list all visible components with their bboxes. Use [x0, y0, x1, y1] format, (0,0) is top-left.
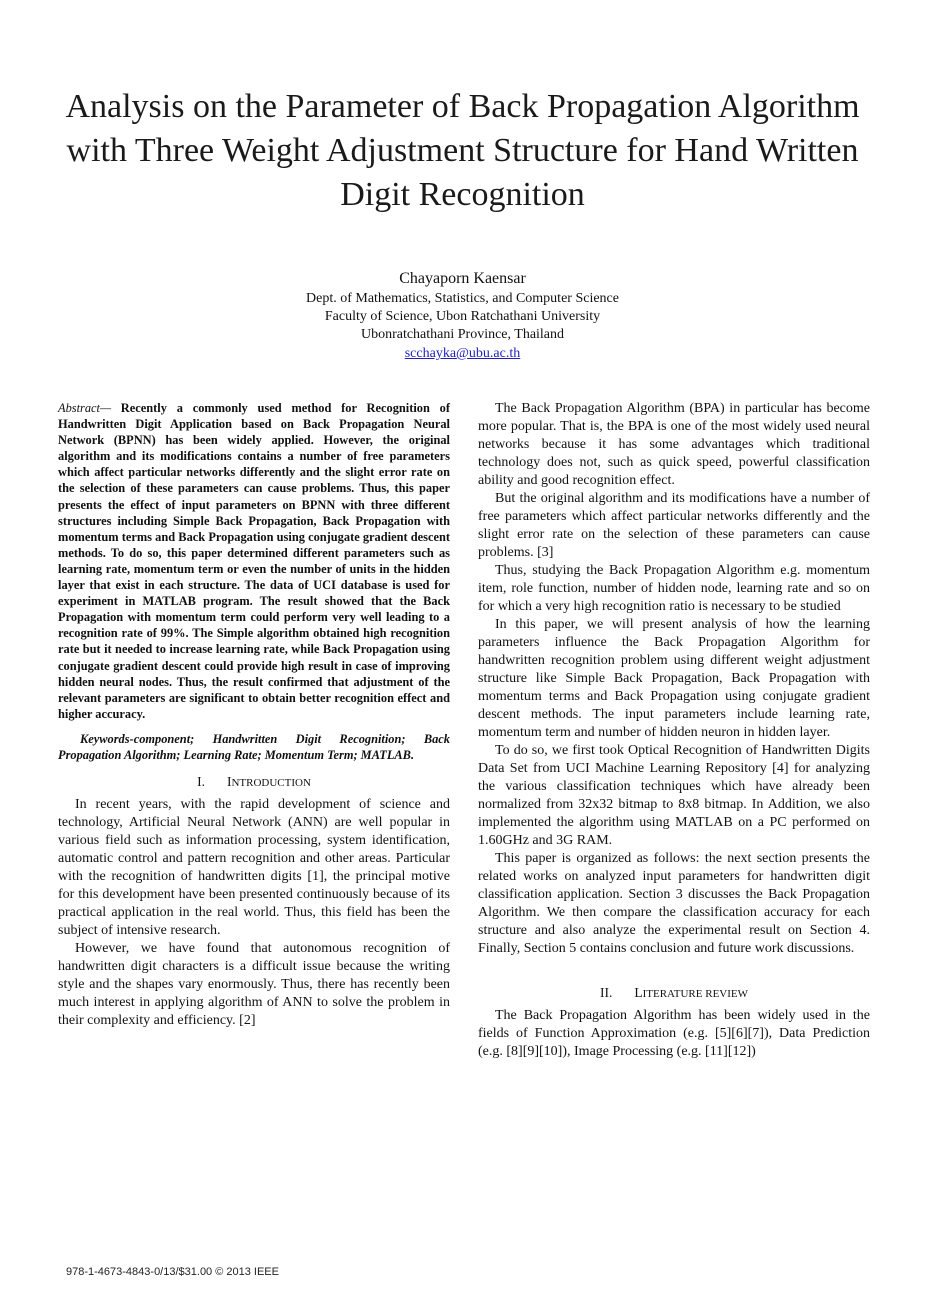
section-title-initial: L — [634, 985, 643, 1000]
abstract-label: Abstract— — [58, 401, 112, 415]
body-paragraph: In this paper, we will present analysis of how the learning parameters influence the Back Propagation Algorithm for handwritten recognition problem using different weight adjustment structure like Simple Back Propagation, Back Propagation with momentum terms and Back Propagation using conjugate gradient descent methods. The input parameters include learning rate, momentum term and number of hidden neuron in hidden layer. — [478, 617, 870, 740]
author-location: Ubonratchathani Province, Thailand — [360, 327, 565, 342]
body-paragraph: To do so, we first took Optical Recognition of Handwritten Digits Data Set from UCI Machine Learning Repository [4] for analyzing the various classification techniques which have already been normalized from 32x32 bitmap to 8x8 bitmap. In Addition, we also implemented the algorithm using MATLAB on a PC performed on 1.60GHz and 3G RAM. — [478, 743, 870, 848]
abstract-text: Recently a commonly used method for Recognition of Handwritten Digit Application based on Back Propagation Neural Network (BPNN) has been widely applied. However, the original algorithm and its modifications contains a number of free parameters which affect particular networks differently and the slight error rate on the selection of these parameters can cause problems. Thus, this paper presents the effect of input parameters on BPNN with three different structures including Simple Back Propagation, Back Propagation with momentum terms and Back Propagation using conjugate gradient descent methods. To do so, this paper determined different parameters such as learning rate, momentum term or even the number of units in the hidden layer that exist in each structure. The data of UCI database is used for experiment in MATLAB program. The result showed that the Back Propagation with momentum term could perform very well leading to a recognition rate of 99%. The Simple algorithm obtained high recognition rate but it needed to increase learning rate, while Back Propagation using conjugate gradient descent could provide high result in case of improving hidden neural nodes. Thus, the result confirmed that adjustment of the relevant parameters are significant to obtain better recognition effect and higher accuracy. — [58, 401, 450, 721]
body-paragraph: The Back Propagation Algorithm (BPA) in particular has become more popular. That is, the BPA is one of the most widely used neural networks because it has some advantages which traditional technology does not, such as quick speed, powerful classification ability and good recognition effect. — [478, 401, 870, 488]
body-paragraph: Thus, studying the Back Propagation Algorithm e.g. momentum item, role function, number of hidden node, learning rate and so on for which a very high recognition ratio is necessary to be studied — [478, 563, 870, 614]
section-number: I. — [197, 774, 205, 790]
right-column — [478, 400, 870, 1061]
body-paragraph: The Back Propagation Algorithm has been widely used in the fields of Function Approximation (e.g. [5][6][7]), Data Prediction (e.g. [8][9][10]), Image Processing (e.g. [11][12]) — [478, 1008, 870, 1059]
paper-title: Analysis on the Parameter of Back Propagation Algorithm with Three Weight Adjustment Structure for Hand Written Digit Recognition — [65, 88, 860, 213]
author-block — [0, 268, 925, 363]
author-name: Chayaporn Kaensar — [399, 270, 526, 287]
section-heading-literature-review — [478, 984, 870, 1003]
body-paragraph: In recent years, with the rapid development of science and technology, Artificial Neural Network (ANN) are well popular in various field such as information processing, system identification, automatic control and pattern recognition and other areas. Particular with the recognition of handwritten digits [1], the principal motive for this development have been presented continuously because of its practical application in the real world. Thus, this field has been the subject of intensive research. — [58, 797, 450, 939]
author-email-link[interactable]: scchayka@ubu.ac.th — [404, 346, 521, 361]
body-paragraph: This paper is organized as follows: the next section presents the related works on analyzed input parameters for handwritten digit classification application. Section 3 discusses the Back Propagation Algorithm. We then compare the classification accuracy for each structure and also analyze the experimental result on Section 4. Finally, Section 5 contains conclusion and future work discussions. — [478, 851, 870, 956]
section-title-rest: NTRODUCTION — [231, 777, 311, 790]
section-heading-introduction — [58, 773, 450, 792]
author-faculty: Faculty of Science, Ubon Ratchathani University — [324, 309, 601, 324]
keywords: Keywords-component; Handwritten Digit Recognition; Back Propagation Algorithm; Learning Rate; Momentum Term; MATLAB. — [58, 731, 450, 762]
body-paragraph: But the original algorithm and its modifications have a number of free parameters which affect particular networks differently and the slight error rate on the selection of these parameters can cause problems. [3] — [478, 491, 870, 560]
copyright-footer: 978-1-4673-4843-0/13/$31.00 © 2013 IEEE — [66, 1266, 279, 1278]
body-paragraph: However, we have found that autonomous recognition of handwritten digit characters is a difficult issue because the writing style and the shapes vary enormously. Thus, there has recently been much interest in applying algorithm of ANN to solve the problem in their complexity and efficiency. [2] — [58, 941, 450, 1029]
author-dept: Dept. of Mathematics, Statistics, and Computer Science — [306, 291, 619, 306]
section-title-rest: ITERATURE REVIEW — [642, 988, 749, 1000]
left-column — [58, 400, 450, 1030]
section-title-initial: I — [226, 774, 232, 790]
section-number: II. — [599, 985, 613, 1000]
abstract — [58, 400, 450, 722]
